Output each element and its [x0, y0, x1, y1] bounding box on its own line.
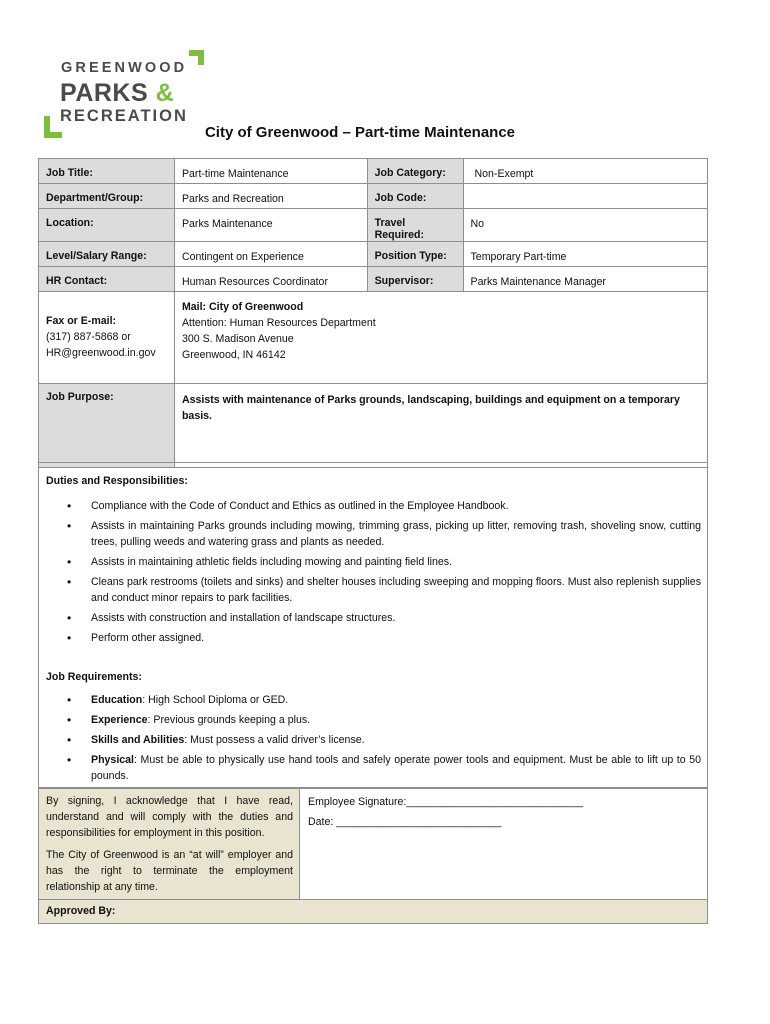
logo-greenwood: GREENWOOD	[61, 60, 188, 76]
department-value: Parks and Recreation	[174, 184, 367, 209]
salary-label: Level/Salary Range:	[39, 242, 175, 267]
page-title: City of Greenwood – Part-time Maintenance	[204, 124, 516, 141]
mail-label: Mail: City of Greenwood	[181, 301, 304, 313]
requirements-list	[39, 692, 709, 784]
approved-by-field[interactable]: Approved By:	[38, 900, 708, 924]
mail-line-1: Attention: Human Resources Department	[181, 317, 376, 329]
signature-box	[300, 788, 708, 900]
fax-email-cell	[39, 292, 175, 384]
hr-email: HR@greenwood.in.gov	[46, 347, 156, 359]
supervisor-value: Parks Maintenance Manager	[463, 267, 708, 292]
list-item: • Assists in maintaining Parks grounds including mowing, trimming grass, picking up litter, removing trash, shoveling snow, cutting trees, pulling weeds and watering grass and plants as needed.	[39, 518, 709, 550]
duties-section	[38, 462, 708, 788]
fax-number: (317) 887-5868 or	[46, 331, 131, 343]
list-item: • Cleans park restrooms (toilets and sinks) and shelter houses including sweeping and mopping floors. Must also replenish supplies and conduct minor repairs to park facilities.	[39, 574, 709, 606]
signature-section	[38, 788, 708, 924]
at-will-text: The City of Greenwood is an “at will” employer and has the right to terminate the employment relationship at any time.	[46, 849, 293, 893]
mail-line-2: 300 S. Madison Avenue	[181, 333, 294, 345]
requirement-label: Education	[91, 694, 143, 706]
job-title-value: Part-time Maintenance	[174, 159, 367, 184]
requirement-text: : High School Diploma or GED.	[142, 694, 289, 706]
job-code-label: Job Code:	[367, 184, 463, 209]
logo-corner-top-right	[189, 50, 204, 65]
requirements-heading: Job Requirements:	[46, 671, 142, 683]
logo-recreation: RECREATION	[60, 107, 188, 125]
job-purpose-label: Job Purpose:	[39, 384, 175, 468]
salary-value: Contingent on Experience	[174, 242, 367, 267]
supervisor-label: Supervisor:	[367, 267, 463, 292]
job-info-table	[38, 158, 708, 468]
location-value: Parks Maintenance	[174, 209, 367, 242]
employee-signature-field[interactable]: Employee Signature:______________________________	[308, 796, 584, 808]
hr-contact-label: HR Contact:	[39, 267, 175, 292]
logo-ampersand: &	[155, 79, 175, 107]
list-item	[39, 752, 709, 784]
list-item: • Perform other assigned.	[39, 630, 709, 646]
mail-line-3: Greenwood, IN 46142	[181, 349, 286, 361]
requirement-text: : Must possess a valid driver’s license.	[184, 734, 365, 746]
acknowledgement-box	[38, 788, 300, 900]
position-type-value: Temporary Part-time	[463, 242, 708, 267]
hr-contact-value: Human Resources Coordinator	[174, 267, 367, 292]
job-category-value: Non-Exempt	[463, 159, 708, 184]
job-category-label: Job Category:	[367, 159, 463, 184]
travel-value: No	[463, 209, 708, 242]
job-title-label: Job Title:	[39, 159, 175, 184]
acknowledgement-text: By signing, I acknowledge that I have read, understand and will comply with the duties and responsibilities for employment in this position.	[46, 795, 293, 839]
requirement-text: : Previous grounds keeping a plus.	[147, 714, 311, 726]
requirement-label: Experience	[91, 714, 148, 726]
list-item	[39, 732, 709, 748]
list-item: • Assists with construction and installation of landscape structures.	[39, 610, 709, 626]
requirement-text: : Must be able to physically use hand tools and safely operate power tools and equipment. Must be able to lift up to 50 pounds.	[91, 754, 701, 782]
requirement-label: Physical	[91, 754, 134, 766]
mail-address-cell	[174, 292, 707, 384]
fax-label: Fax or E-mail:	[46, 315, 117, 327]
position-type-label: Position Type:	[367, 242, 463, 267]
list-item	[39, 712, 709, 728]
travel-label: Travel Required:	[367, 209, 463, 242]
job-code-value	[463, 184, 708, 209]
list-item: • Compliance with the Code of Conduct and Ethics as outlined in the Employee Handbook.	[39, 498, 709, 514]
list-item: • Assists in maintaining athletic fields including mowing and painting field lines.	[39, 554, 709, 570]
logo-parks	[60, 79, 174, 108]
location-label: Location:	[39, 209, 175, 242]
requirement-label: Skills and Abilities	[91, 734, 185, 746]
duties-list	[39, 498, 709, 646]
department-label: Department/Group:	[39, 184, 175, 209]
logo-parks-text: PARKS	[60, 79, 149, 107]
duties-heading: Duties and Responsibilities:	[46, 475, 188, 487]
date-field[interactable]: Date: ____________________________	[308, 816, 502, 828]
list-item	[39, 692, 709, 708]
job-purpose-value: Assists with maintenance of Parks grounds, landscaping, buildings and equipment on a temporary basis.	[174, 384, 707, 468]
